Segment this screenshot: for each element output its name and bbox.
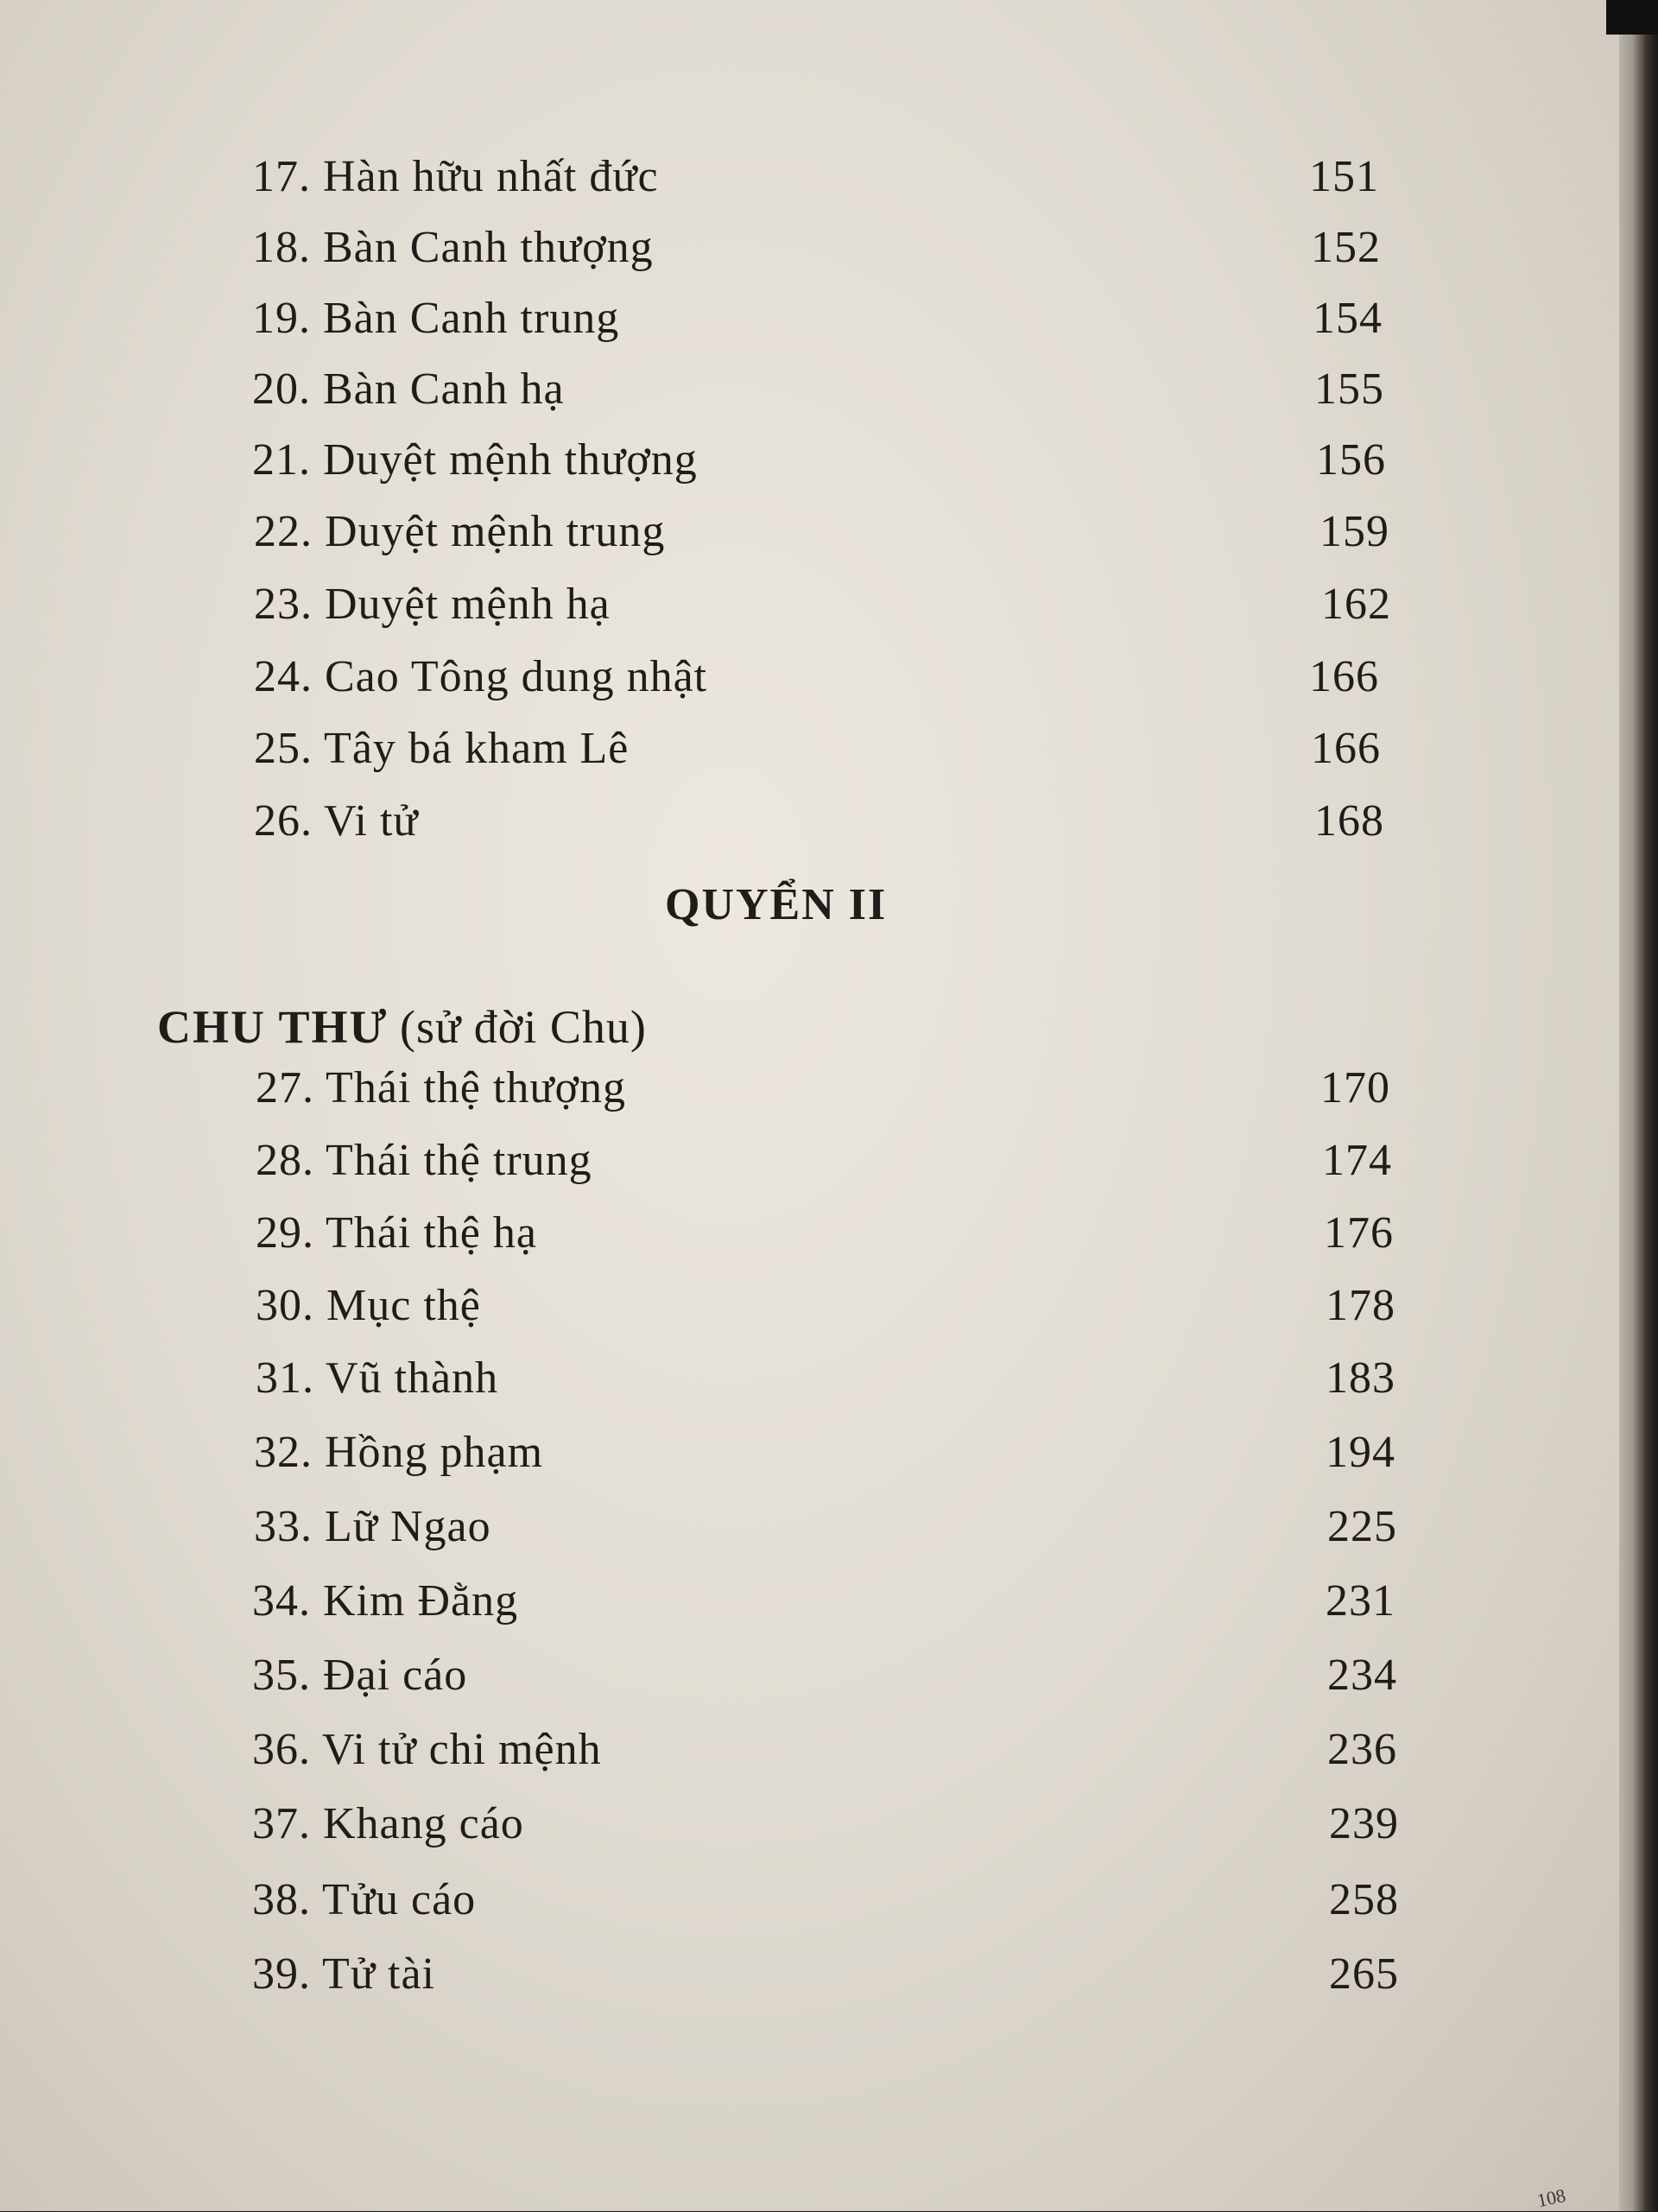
toc-entry: [252, 1798, 1399, 1859]
toc-entry: [252, 151, 1379, 212]
toc-entry-title: 27. Thái thệ thượng: [256, 1063, 627, 1112]
toc-entry-page: 258: [1329, 1875, 1399, 1924]
toc-entry: [256, 1135, 1392, 1195]
toc-entry-title: 38. Tửu cáo: [252, 1875, 477, 1924]
toc-entry-page: 265: [1329, 1949, 1399, 1999]
toc-entry-page: 178: [1326, 1281, 1395, 1330]
toc-entry: [254, 1501, 1397, 1562]
toc-entry-title: 17. Hàn hữu nhất đức: [252, 152, 659, 201]
toc-entry-title: 31. Vũ thành: [256, 1353, 499, 1403]
toc-entry: [252, 434, 1386, 495]
toc-entry-title: 35. Đại cáo: [252, 1651, 468, 1700]
toc-entry-title: 36. Vi tử chi mệnh: [252, 1725, 602, 1774]
toc-entry-page: 166: [1309, 652, 1379, 701]
toc-entry-title: 23. Duyệt mệnh hạ: [254, 580, 611, 629]
toc-entry: [256, 1353, 1395, 1413]
toc-entry-title: 25. Tây bá kham Lê: [254, 724, 630, 773]
toc-entry-title: 28. Thái thệ trung: [256, 1136, 592, 1185]
toc-entry-page: 170: [1320, 1063, 1390, 1112]
toc-entry-page: 166: [1311, 724, 1381, 773]
toc-entry-page: 183: [1326, 1353, 1395, 1403]
toc-entry-page: 225: [1327, 1502, 1397, 1551]
toc-entry-page: 194: [1326, 1428, 1395, 1477]
toc-entry: [254, 1427, 1395, 1487]
toc-entry-page: 168: [1314, 796, 1384, 846]
toc-entry-title: 21. Duyệt mệnh thượng: [252, 435, 698, 485]
toc-entry-title: 26. Vi tử: [254, 796, 419, 846]
toc-entry: [254, 579, 1391, 639]
toc-entry: [252, 364, 1384, 424]
toc-entry-page: 156: [1316, 435, 1386, 485]
toc-entry-title: 22. Duyệt mệnh trung: [254, 507, 666, 556]
toc-entry-page: 154: [1313, 294, 1383, 343]
toc-entry-page: 236: [1327, 1725, 1397, 1774]
toc-entry-title: 24. Cao Tông dung nhật: [254, 652, 708, 701]
toc-entry: [252, 1575, 1395, 1636]
toc-entry-title: 32. Hồng phạm: [254, 1428, 544, 1477]
toc-entry-page: 176: [1324, 1208, 1394, 1258]
toc-entry-page: 231: [1326, 1576, 1395, 1626]
toc-entry: [252, 222, 1381, 282]
toc-entry-title: 20. Bàn Canh hạ: [252, 364, 565, 414]
toc-entry-title: 30. Mục thệ: [256, 1281, 481, 1330]
toc-entry-title: 34. Kim Đằng: [252, 1576, 519, 1626]
toc-entry: [252, 293, 1383, 353]
toc-entry-title: 18. Bàn Canh thượng: [252, 223, 654, 272]
toc-entry: [254, 795, 1384, 856]
toc-entry-page: 239: [1329, 1799, 1399, 1848]
dark-corner: [1606, 0, 1658, 35]
corner-page-number: 108: [1535, 2183, 1568, 2212]
toc-entry: [252, 1724, 1397, 1784]
toc-entry: [254, 651, 1379, 712]
section-subtitle: (sử đời Chu): [400, 1001, 647, 1053]
toc-entry: [254, 506, 1389, 567]
toc-entry: [256, 1207, 1394, 1268]
section-heading: [157, 1000, 647, 1054]
toc-entry-title: 33. Lữ Ngao: [254, 1502, 491, 1551]
page-edge-shadow: [1619, 0, 1658, 2211]
toc-entry: [256, 1062, 1390, 1123]
toc-entry-page: 174: [1322, 1136, 1392, 1185]
toc-entry: [254, 723, 1381, 783]
toc-entry-page: 159: [1319, 507, 1389, 556]
toc-entry: [252, 1650, 1397, 1710]
toc-entry-title: 29. Thái thệ hạ: [256, 1208, 537, 1258]
toc-entry-page: 162: [1321, 580, 1391, 629]
toc-entry-title: 37. Khang cáo: [252, 1799, 524, 1848]
toc-entry-page: 151: [1309, 152, 1379, 201]
toc-entry-title: 19. Bàn Canh trung: [252, 294, 620, 343]
toc-entry: [252, 1874, 1399, 1935]
toc-entry-page: 155: [1314, 364, 1384, 414]
toc-entry-page: 152: [1311, 223, 1381, 272]
toc-entry: [256, 1280, 1395, 1341]
toc-entry: [252, 1949, 1399, 2009]
toc-entry-page: 234: [1327, 1651, 1397, 1700]
section-title: CHU THƯ: [157, 1001, 389, 1053]
toc-entry-title: 39. Tử tài: [252, 1949, 435, 1999]
book-heading: QUYỂN II: [665, 880, 888, 929]
